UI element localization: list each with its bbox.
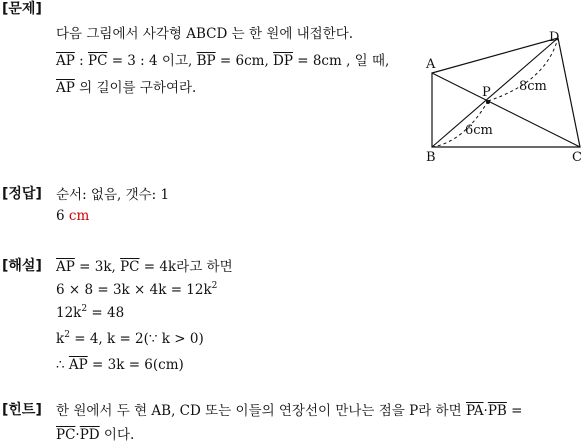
point-p-dot xyxy=(486,100,490,104)
answer-value xyxy=(56,208,89,224)
problem-line-3-tail: 의 길이를 구하여라. xyxy=(74,80,197,96)
hint-head: 한 원에서 두 현 AB, CD 또는 이들의 연장선이 만나는 점을 P라 하면 xyxy=(56,403,466,419)
explanation-line-1 xyxy=(56,255,233,275)
diagonal-ac xyxy=(432,73,580,147)
segment-ap-exp: $\overline{AP}$ xyxy=(56,259,75,275)
explanation-line-5 xyxy=(56,357,184,373)
exp-l3-tail: = 48 xyxy=(87,305,125,321)
quadrilateral-abcd xyxy=(432,38,580,147)
hint-line-2 xyxy=(56,423,134,443)
point-p-label: P xyxy=(482,85,491,100)
hint-label: [힌트] xyxy=(2,402,42,418)
exp-l4-sup: 2 xyxy=(64,330,70,340)
segment-pc: $\overline{PC}$ xyxy=(87,53,108,69)
segment-dp: $\overline{DP}$ xyxy=(273,53,293,69)
explanation-line-2 xyxy=(56,282,217,298)
point-a-label: A xyxy=(426,57,436,72)
explanation-line-4 xyxy=(56,331,204,347)
segment-pb: $\overline{PB}$ xyxy=(487,403,507,419)
segment-pc-hint: $\overline{PC}$ xyxy=(56,427,76,443)
ratio-value: = 3 : 4 이고, xyxy=(107,53,197,69)
exp-eq1: = 3k, xyxy=(74,259,121,275)
answer-line-1: 순서: 없음, 갯수: 1 xyxy=(56,187,170,203)
segment-bp: $\overline{BP}$ xyxy=(196,53,216,69)
segment-ap-final: $\overline{AP}$ xyxy=(68,357,88,373)
segment-pc-exp: $\overline{PC}$ xyxy=(120,259,140,275)
answer-unit: cm xyxy=(68,208,90,224)
segment-pa: $\overline{PA}$ xyxy=(465,403,484,419)
exp-eq2: = 4k라고 하면 xyxy=(139,259,233,275)
ratio-colon: : xyxy=(74,53,88,69)
segment-pd-hint: $\overline{PD}$ xyxy=(79,427,100,443)
hint-line-1 xyxy=(56,399,522,419)
length-dp-label: 8cm xyxy=(519,79,547,94)
dp-value: = 8cm , 일 때, xyxy=(292,53,390,69)
problem-label: [문제] xyxy=(2,1,42,17)
hint-dot-1: · xyxy=(483,403,488,419)
point-b-label: B xyxy=(426,150,436,165)
bp-value: = 6cm, xyxy=(215,53,274,69)
hint-tail: 이다. xyxy=(99,427,135,443)
exp-l4-head: k xyxy=(56,331,65,347)
segment-ap: $\overline{AP}$ xyxy=(56,53,75,69)
length-bp-label: 6cm xyxy=(465,123,493,138)
answer-label: [정답] xyxy=(2,186,42,202)
point-d-label: D xyxy=(549,30,560,45)
problem-line-1: 다음 그림에서 사각형 ABCD 는 한 원에 내접한다. xyxy=(56,26,354,42)
hint-dot-2: · xyxy=(75,427,80,443)
answer-number: 6 xyxy=(56,208,65,224)
segment-ap-question: $\overline{AP}$ xyxy=(56,80,75,96)
exp-l5-head: ∴ xyxy=(56,357,69,373)
exp-l4-tail: = 4, k = 2(∵ k > 0) xyxy=(69,331,204,347)
point-c-label: C xyxy=(572,150,582,165)
cyclic-quadrilateral-figure xyxy=(420,22,588,170)
exp-l5-tail: = 3k = 6(cm) xyxy=(87,357,184,373)
exp-l2-sup: 2 xyxy=(211,281,218,291)
explanation-label: [해설] xyxy=(2,258,42,274)
hint-equals: = xyxy=(506,403,523,419)
explanation-line-3 xyxy=(56,305,124,321)
exp-l3-sup: 2 xyxy=(81,304,88,314)
problem-line-2 xyxy=(56,49,389,69)
exp-l3-text: 12k xyxy=(56,305,82,321)
exp-l2-text: 6 × 8 = 3k × 4k = 12k xyxy=(56,282,212,298)
problem-line-3 xyxy=(56,76,196,96)
